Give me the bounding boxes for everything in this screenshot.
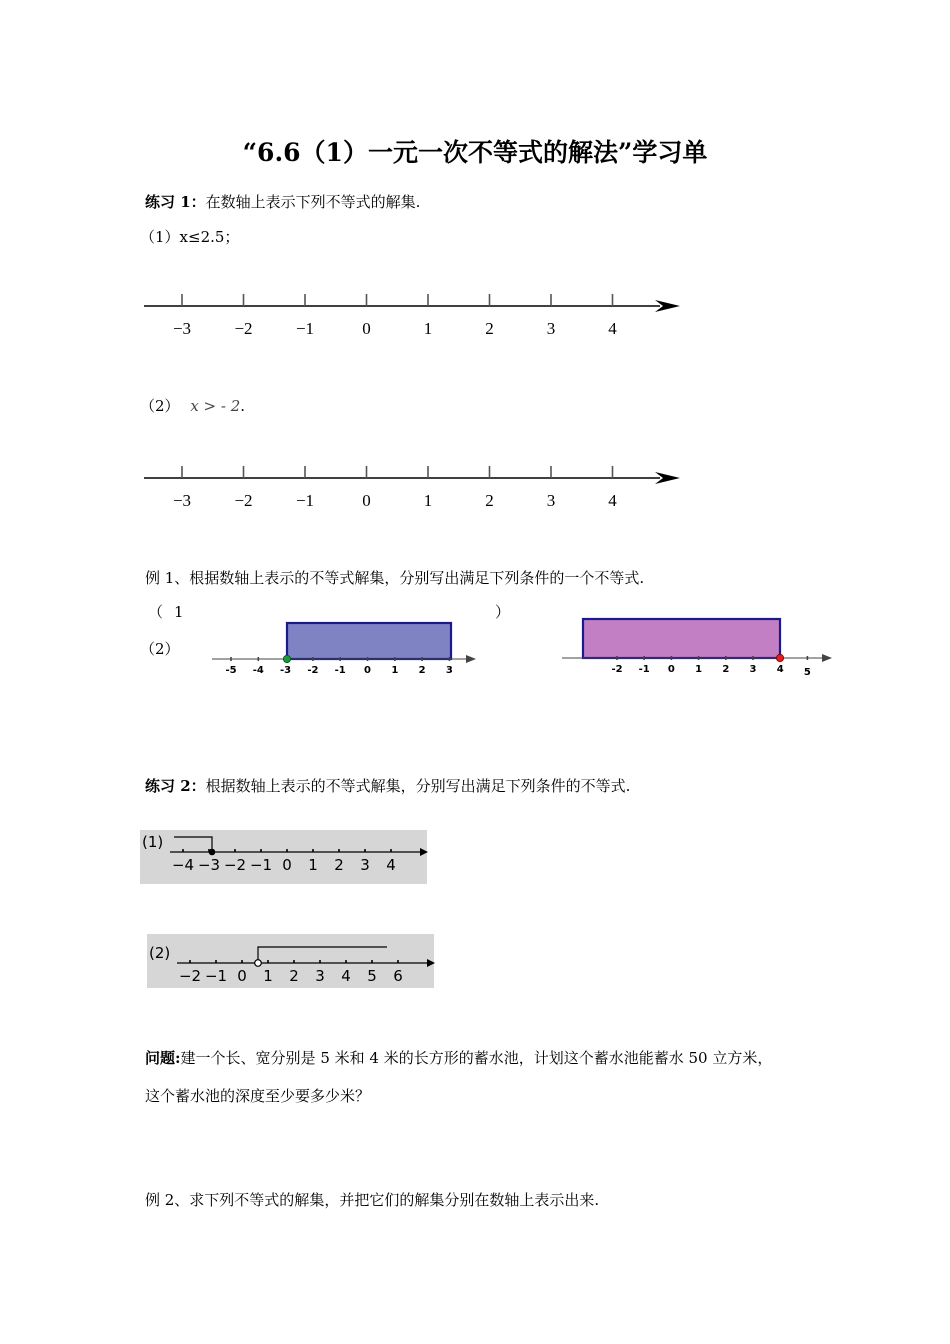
- problem-line-1: [145, 1047, 772, 1068]
- exercise-1-item-2-prefix: （2）: [140, 397, 180, 415]
- tick-label: 1: [423, 319, 433, 338]
- tick-label: 4: [608, 491, 617, 510]
- problem-label: 问题:: [145, 1049, 181, 1067]
- exercise-2-label: 练习 2：: [145, 777, 206, 795]
- example-1-item-1-num: 1: [174, 603, 184, 621]
- tick-label: 3: [546, 491, 556, 510]
- tick-label: −2: [223, 856, 247, 874]
- tick-label: 6: [393, 967, 403, 985]
- figure-2-label: (2): [149, 944, 171, 962]
- exercise-1-label: 练习 1：: [145, 193, 206, 211]
- tick-label: −1: [295, 491, 315, 510]
- tick-label: −2: [178, 967, 202, 985]
- exercise-1-item-2: [140, 395, 245, 416]
- tick-label: 5: [367, 967, 377, 985]
- number-line-2: [140, 462, 685, 512]
- tick-label: -2: [307, 665, 319, 676]
- tick-label: -4: [252, 665, 264, 676]
- tick-label: -1: [638, 664, 650, 675]
- solution-region-a: [287, 623, 451, 659]
- closed-point-green: [283, 655, 290, 662]
- tick-label: 0: [237, 967, 247, 985]
- tick-label: −3: [172, 319, 192, 338]
- tick-label: −1: [249, 856, 273, 874]
- tick-label: 4: [776, 664, 784, 675]
- example-1-graph-b: [560, 610, 835, 680]
- tick-label: 3: [360, 856, 370, 874]
- tick-label: 2: [289, 967, 299, 985]
- tick-label: 2: [722, 664, 730, 675]
- tick-label: −2: [234, 319, 253, 338]
- tick-label: −1: [295, 319, 315, 338]
- exercise-2-figure-1: [140, 830, 427, 884]
- tick-label: 1: [391, 665, 399, 676]
- exercise-2-text: 根据数轴上表示的不等式解集，分别写出满足下列条件的不等式.: [205, 777, 631, 795]
- tick-label: -5: [225, 665, 237, 676]
- closed-point-red: [776, 654, 783, 661]
- problem-line-1-text: 建一个长、宽分别是 5 米和 4 米的长方形的蓄水池，计划这个蓄水池能蓄水 50 立方米，: [180, 1049, 773, 1067]
- tick-label: 5: [803, 667, 811, 678]
- tick-label: 3: [546, 319, 556, 338]
- tick-label: 1: [423, 491, 433, 510]
- tick-label: 0: [667, 664, 675, 675]
- tick-label: 1: [695, 664, 703, 675]
- closed-point: [209, 849, 216, 856]
- example-1-item-1-close: ）: [495, 603, 511, 621]
- exercise-1-heading: [145, 191, 420, 212]
- tick-label: 0: [364, 665, 371, 676]
- tick-label: −3: [172, 491, 192, 510]
- tick-label: 2: [485, 491, 494, 510]
- tick-label: −2: [234, 491, 253, 510]
- tick-label: 1: [308, 856, 318, 874]
- number-line-1: [140, 290, 685, 340]
- tick-label: −3: [197, 856, 221, 874]
- tick-label: -1: [334, 665, 346, 676]
- tick-label: -2: [611, 664, 623, 675]
- tick-label: -3: [280, 665, 292, 676]
- exercise-1-item-2-suffix: .: [240, 397, 246, 415]
- example-2-text: 例 2、求下列不等式的解集，并把它们的解集分别在数轴上表示出来.: [145, 1191, 600, 1209]
- tick-label: 0: [282, 856, 292, 874]
- example-1-text: 例 1、根据数轴上表示的不等式解集，分别写出满足下列条件的一个不等式.: [145, 569, 645, 587]
- solution-region-b: [583, 619, 780, 658]
- exercise-1-text: 在数轴上表示下列不等式的解集.: [205, 193, 421, 211]
- tick-label: 2: [485, 319, 494, 338]
- tick-label: 0: [362, 491, 371, 510]
- tick-label: 2: [334, 856, 344, 874]
- example-1-item-1-open: （: [148, 603, 164, 621]
- tick-label: 4: [608, 319, 617, 338]
- problem-line-2: 这个蓄水池的深度至少要多少米？: [145, 1087, 371, 1105]
- page-title: “6.6（1）一元一次不等式的解法”学习单: [242, 138, 708, 167]
- tick-label: 1: [263, 967, 273, 985]
- tick-label: 4: [386, 856, 396, 874]
- exercise-1-item-2-math: x > - 2: [190, 397, 241, 415]
- tick-label: −4: [171, 856, 195, 874]
- exercise-2-heading: [145, 775, 630, 796]
- exercise-2-figure-2: [147, 934, 434, 988]
- tick-label: 3: [749, 664, 757, 675]
- tick-label: 3: [445, 665, 453, 676]
- tick-label: −1: [204, 967, 228, 985]
- example-1-item-2: （2）: [140, 640, 180, 658]
- exercise-1-item-1: （1）x≤2.5；: [140, 228, 240, 246]
- figure-1-label: (1): [142, 833, 164, 851]
- tick-label: 4: [341, 967, 351, 985]
- open-point: [255, 960, 262, 967]
- example-1-graph-a: [208, 615, 480, 680]
- tick-label: 3: [315, 967, 325, 985]
- tick-label: 2: [418, 665, 426, 676]
- tick-label: 0: [362, 319, 371, 338]
